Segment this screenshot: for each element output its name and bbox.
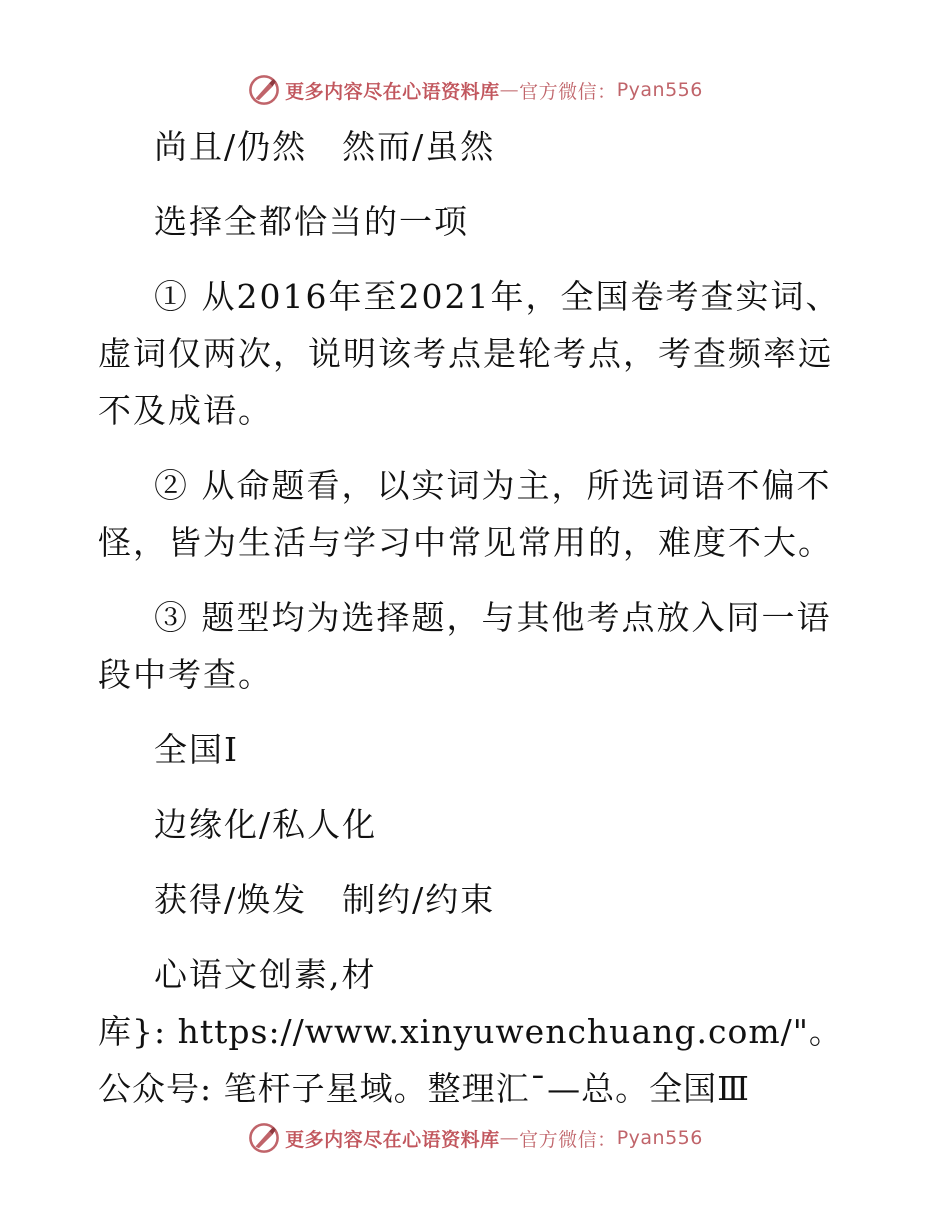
- watermark-main-text: 更多内容尽在心语资料库: [285, 80, 500, 103]
- watermark-suffix: 官方微信：: [519, 80, 617, 103]
- watermark-suffix: 官方微信：: [519, 1128, 617, 1151]
- paragraph-1: 尚且/仍然 然而/虽然: [154, 127, 496, 166]
- watermark-footer: [0, 1118, 950, 1158]
- watermark-id: Pyan556: [616, 1127, 703, 1149]
- paragraph-5: ③ 题型均为选择题，与其他考点放入同一语段中考查。: [98, 598, 832, 694]
- pen-logo-icon: [247, 73, 281, 107]
- watermark-id: Pyan556: [616, 79, 703, 101]
- paragraph-6: 全国Ⅰ: [154, 730, 240, 769]
- watermark-dash: —: [499, 1127, 520, 1149]
- paragraph-3: ① 从2016年至2021年，全国卷考查实词、虚词仅两次，说明该考点是轮考点，考查频率远不及成语。: [98, 277, 841, 430]
- paragraph-8: 获得/焕发 制约/约束: [154, 880, 496, 919]
- watermark-main-text: 更多内容尽在心语资料库: [285, 1128, 500, 1151]
- watermark-dash: —: [499, 79, 520, 101]
- paragraph-7: 边缘化/私人化: [154, 805, 378, 844]
- pen-logo-icon: [247, 1121, 281, 1155]
- paragraph-9: 心语文创素,材: [154, 955, 377, 994]
- paragraph-10: 库}: https://www.xinyuwenchuang.com/"。公众号: 笔杆子星域。整理汇¯—总。全国Ⅲ: [98, 1012, 843, 1108]
- paragraph-2: 选择全都恰当的一项: [154, 202, 469, 241]
- watermark-header: [0, 70, 950, 110]
- paragraph-4: ② 从命题看，以实词为主，所选词语不偏不怪，皆为生活与学习中常见常用的，难度不大。: [98, 466, 833, 562]
- document-body: [98, 118, 858, 1117]
